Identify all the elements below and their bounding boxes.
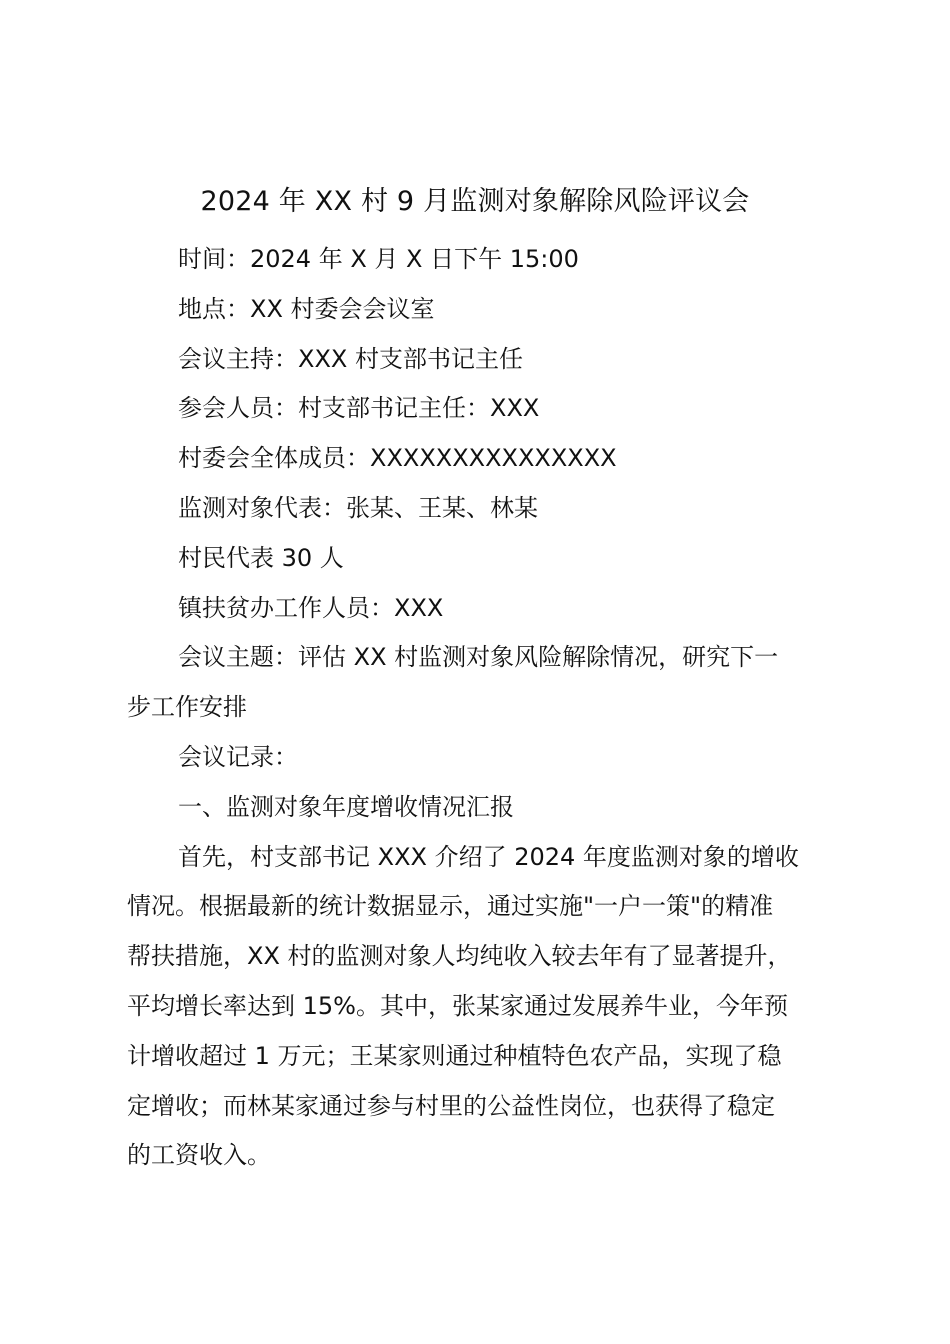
meeting-place: 地点：XX 村委会会议室 [178, 294, 435, 323]
section-heading: 一、监测对象年度增收情况汇报 [178, 792, 514, 821]
villager-representatives: 村民代表 30 人 [178, 543, 344, 572]
paragraph-line: 首先，村支部书记 XXX 介绍了 2024 年度监测对象的增收 [178, 842, 799, 871]
poverty-office-staff: 镇扶贫办工作人员：XXX [178, 593, 444, 622]
meeting-host: 会议主持：XXX 村支部书记主任 [178, 344, 523, 373]
document-title: 2024 年 XX 村 9 月监测对象解除风险评议会 [200, 186, 750, 217]
meeting-topic-line: 会议主题：评估 XX 村监测对象风险解除情况，研究下一 [178, 643, 779, 672]
section-paragraph [127, 833, 835, 1182]
paragraph-line: 情况。根据最新的统计数据显示，通过实施"一户一策"的精准 [127, 892, 774, 921]
committee-members: 村委会全体成员：XXXXXXXXXXXXXXX [178, 444, 617, 473]
paragraph-line: 的工资收入。 [127, 1141, 271, 1170]
meeting-attendees: 参会人员：村支部书记主任：XXX [178, 394, 540, 423]
minutes-label: 会议记录： [178, 742, 298, 771]
paragraph-line: 平均增长率达到 15%。其中，张某家通过发展养牛业，今年预 [127, 991, 788, 1020]
paragraph-line: 定增收；而林某家通过参与村里的公益性岗位，也获得了稳定 [127, 1091, 775, 1120]
monitored-representatives: 监测对象代表：张某、王某、林某 [178, 493, 538, 522]
meeting-time: 时间：2024 年 X 月 X 日下午 15:00 [178, 245, 579, 273]
paragraph-line: 帮扶措施，XX 村的监测对象人均纯收入较去年有了显著提升， [127, 942, 792, 971]
paragraph-line: 计增收超过 1 万元；王某家则通过种植特色农产品，实现了稳 [127, 1041, 782, 1070]
document-body [127, 235, 835, 1181]
meeting-topic-line: 步工作安排 [127, 693, 247, 722]
meeting-topic [127, 633, 835, 733]
